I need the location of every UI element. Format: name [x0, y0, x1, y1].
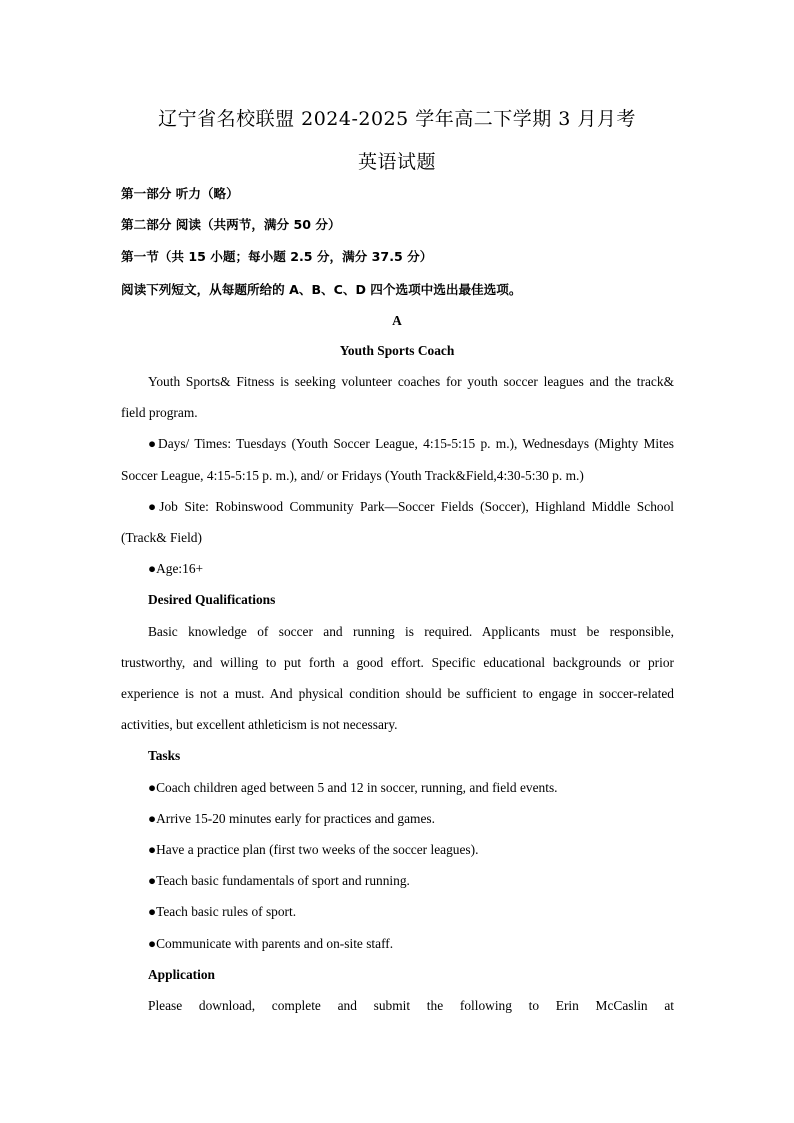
passage-letter: A: [392, 313, 402, 328]
part2-heading: 第二部分 阅读（共两节，满分 50 分）: [121, 217, 341, 232]
qualifications-line: experience is not a must. And physical condition should be sufficient to engage in soccer-related: [121, 686, 674, 701]
task-item: ●Coach children aged between 5 and 12 in soccer, running, and field events.: [148, 780, 558, 795]
task-item: ●Communicate with parents and on-site staff.: [148, 936, 394, 951]
task-item: ●Teach basic rules of sport.: [148, 904, 297, 919]
days-times-line: Soccer League, 4:15-5:15 p. m.), and/ or Fridays (Youth Track&Field,4:30-5:30 p. m.): [121, 468, 584, 483]
days-times-line: ●Days/ Times: Tuesdays (Youth Soccer League, 4:15-5:15 p. m.), Wednesdays (Mighty Mites: [148, 436, 674, 451]
age-line: ●Age:16+: [148, 561, 204, 576]
intro-line: field program.: [121, 405, 198, 420]
intro-line: Youth Sports& Fitness is seeking volunteer coaches for youth soccer leagues and the track&: [148, 374, 674, 389]
task-item: ●Arrive 15-20 minutes early for practices and games.: [148, 811, 435, 826]
tasks-heading: Tasks: [148, 748, 181, 763]
task-item: ●Teach basic fundamentals of sport and running.: [148, 873, 410, 888]
section1-heading: 第一节（共 15 小题；每小题 2.5 分，满分 37.5 分）: [121, 249, 433, 264]
part1-heading: 第一部分 听力（略）: [121, 186, 239, 201]
application-heading: Application: [148, 967, 215, 982]
application-line: Please download, complete and submit the following to Erin McCaslin at: [148, 998, 674, 1013]
qualifications-line: trustworthy, and willing to put forth a good effort. Specific educational backgrounds or prior: [121, 655, 674, 670]
exam-title: 辽宁省名校联盟 2024-2025 学年高二下学期 3 月月考: [158, 108, 636, 130]
qualifications-line: activities, but excellent athleticism is not necessary.: [121, 717, 398, 732]
instruction-text: 阅读下列短文，从每题所给的 A、B、C、D 四个选项中选出最佳选项。: [121, 282, 522, 297]
qualifications-line: Basic knowledge of soccer and running is required. Applicants must be responsible,: [148, 624, 674, 639]
exam-subtitle: 英语试题: [357, 151, 436, 173]
job-site-line: ●Job Site: Robinswood Community Park—Soccer Fields (Soccer), Highland Middle School: [148, 499, 674, 514]
job-site-line: (Track& Field): [121, 530, 202, 545]
task-item: ●Have a practice plan (first two weeks of the soccer leagues).: [148, 842, 479, 857]
qualifications-heading: Desired Qualifications: [148, 592, 276, 607]
passage-title: Youth Sports Coach: [339, 343, 455, 358]
